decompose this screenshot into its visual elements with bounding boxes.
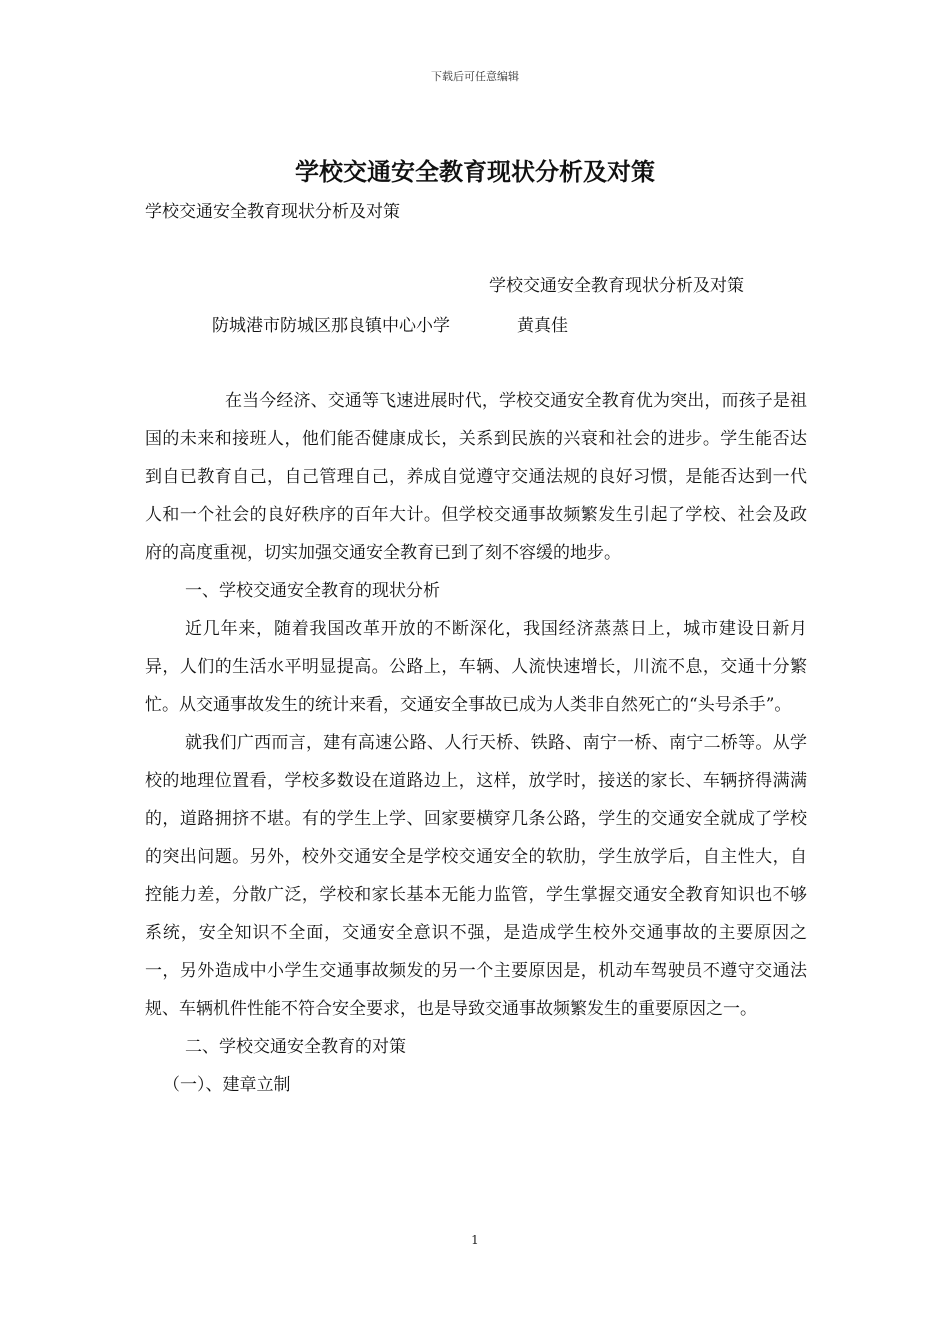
article-title: 学校交通安全教育现状分析及对策 bbox=[489, 276, 744, 296]
paragraph-analysis-1: 近几年来，随着我国改革开放的不断深化，我国经济蒸蒸日上，城市建设日新月异，人们的生活水平明显提高。公路上，车辆、人流快速增长，川流不息，交通十分繁忙。从交通事故发生的统计来看，交通安全事故已成为人类非自然死亡的“头号杀手”。 bbox=[145, 619, 807, 715]
header-note: 下载后可任意编辑 bbox=[431, 70, 519, 83]
document-title: 学校交通安全教育现状分析及对策 bbox=[295, 157, 655, 186]
author-school: 防城港市防城区那良镇中心小学 bbox=[212, 316, 450, 336]
author-name: 黄真佳 bbox=[517, 316, 568, 336]
paragraph-analysis-2: 就我们广西而言，建有高速公路、人行天桥、铁路、南宁一桥、南宁二桥等。从学校的地理位置看，学校多数设在道路边上，这样，放学时，接送的家长、车辆挤得满满的，道路拥挤不堪。有的学生上学、回家要横穿几条公路，学生的交通安全就成了学校的突出问题。另外，校外交通安全是学校交通安全的软肋，学生放学后，自主性大，自控能力差，分散广泛，学校和家长基本无能力监管，学生掌握交通安全教育知识也不够系统，安全知识不全面，交通安全意识不强，是造成学生校外交通事故的主要原因之一，另外造成中小学生交通事故频发的另一个主要原因是，机动车驾驶员不遵守交通法规、车辆机件性能不符合安全要求，也是导致交通事故频繁发生的重要原因之一。 bbox=[145, 733, 807, 1019]
author-line bbox=[212, 313, 568, 339]
section-heading-countermeasures: 二、学校交通安全教育的对策 bbox=[185, 1037, 406, 1057]
document-body bbox=[145, 382, 807, 1104]
paragraph-intro: 在当今经济、交通等飞速进展时代，学校交通安全教育优为突出，而孩子是祖国的未来和接班人，他们能否健康成长，关系到民族的兴衰和社会的进步。学生能否达到自已教育自己，自己管理自己，养成自觉遵守交通法规的良好习惯，是能否达到一代人和一个社会的良好秩序的百年大计。但学校交通事故频繁发生引起了学校、社会及政府的高度重视，切实加强交通安全教育已到了刻不容缓的地步。 bbox=[145, 391, 807, 563]
document-subtitle: 学校交通安全教育现状分析及对策 bbox=[145, 202, 400, 222]
page-number: 1 bbox=[471, 1233, 479, 1247]
section-heading-analysis: 一、学校交通安全教育的现状分析 bbox=[185, 581, 440, 601]
subsection-heading-rules: （一）、建章立制 bbox=[163, 1075, 291, 1095]
